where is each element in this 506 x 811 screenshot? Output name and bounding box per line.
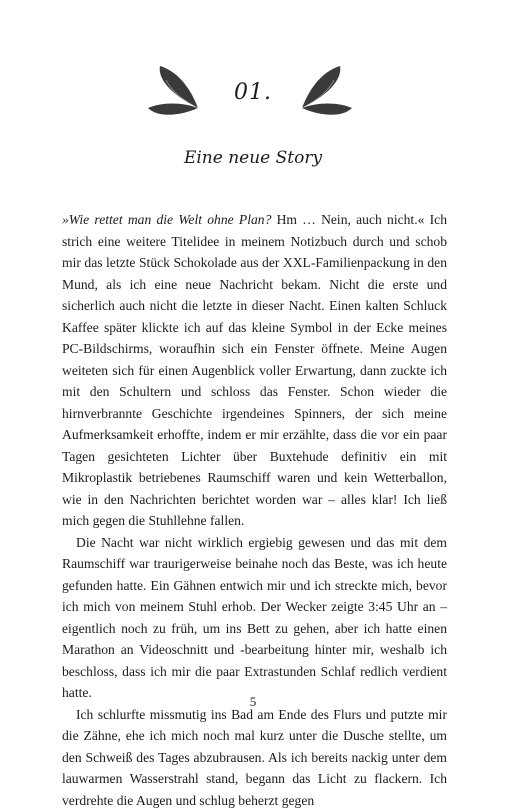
paragraph-italic-lead: »Wie rettet man die Welt ohne Plan? xyxy=(62,212,271,227)
chapter-header xyxy=(0,58,506,128)
chapter-number: 01. xyxy=(0,80,506,105)
paragraph xyxy=(62,209,447,532)
chapter-title: Eine neue Story xyxy=(0,148,506,168)
butterfly-icon xyxy=(298,58,360,120)
paragraph: Ich schlurfte missmutig ins Bad am Ende des Flurs und putzte mir die Zähne, ehe ich mich noch mal kurz unter die Dusche stellte, um den Schweiß des Tages abzubrausen. Als ich bereits nackig unter dem lauwarmen Wasserstrahl stand, begann das Licht zu flackern. Ich verdrehte die Augen und schlug beherzt gegen xyxy=(62,704,447,811)
paragraph-text: Hm … Nein, auch nicht.« Ich strich eine weitere Titelidee in meinem Notizbuch durch und schob mir das letzte Stück Schokolade aus der XXL-Familienpackung in den Mund, als ich eine neue Nachricht bekam. Nicht die erste und sicherlich auch nicht die letzte in dieser Nacht. Einen kalten Schluck Kaffee später klickte ich auf das kleine Symbol in der Ecke meines PC-Bildschirms, woraufhin sich ein Fenster öffnete. Meine Augen weiteten sich für einen Augenblick voller Erwartung, dann zuckte ich mit den Schultern und schloss das Fenster. Schon wieder die hirnverbrannte Geschichte irgendeines Spinners, der sich meine Aufmerksamkeit erhoffte, indem er mir erzählte, dass die vor ein paar Tagen gesichteten Lichter über Buxtehude definitiv ein mit Mikroplastik betriebenes Raumschiff waren und kein Wetterballon, wie in den Nachrichten berichtet worden war – alles klar! Ich ließ mich gegen die Stuhllehne fallen. xyxy=(62,212,447,528)
chapter-body xyxy=(62,209,447,811)
page-number: 5 xyxy=(0,694,506,710)
paragraph: Die Nacht war nicht wirklich ergiebig gewesen und das mit dem Raumschiff war traurigerweise beinahe noch das Beste, was ich heute gefunden hatte. Ein Gähnen entwich mir und ich streckte mich, bevor ich mich von meinem Stuhl erhob. Der Wecker zeigte 3:45 Uhr an – eigentlich noch zu früh, um ins Bett zu gehen, aber ich hatte einen Marathon an Videoschnitt und -bearbeitung hinter mir, weshalb ich beschloss, dass ich mir die paar Extrastunden Schlaf redlich verdient hatte. xyxy=(62,532,447,704)
